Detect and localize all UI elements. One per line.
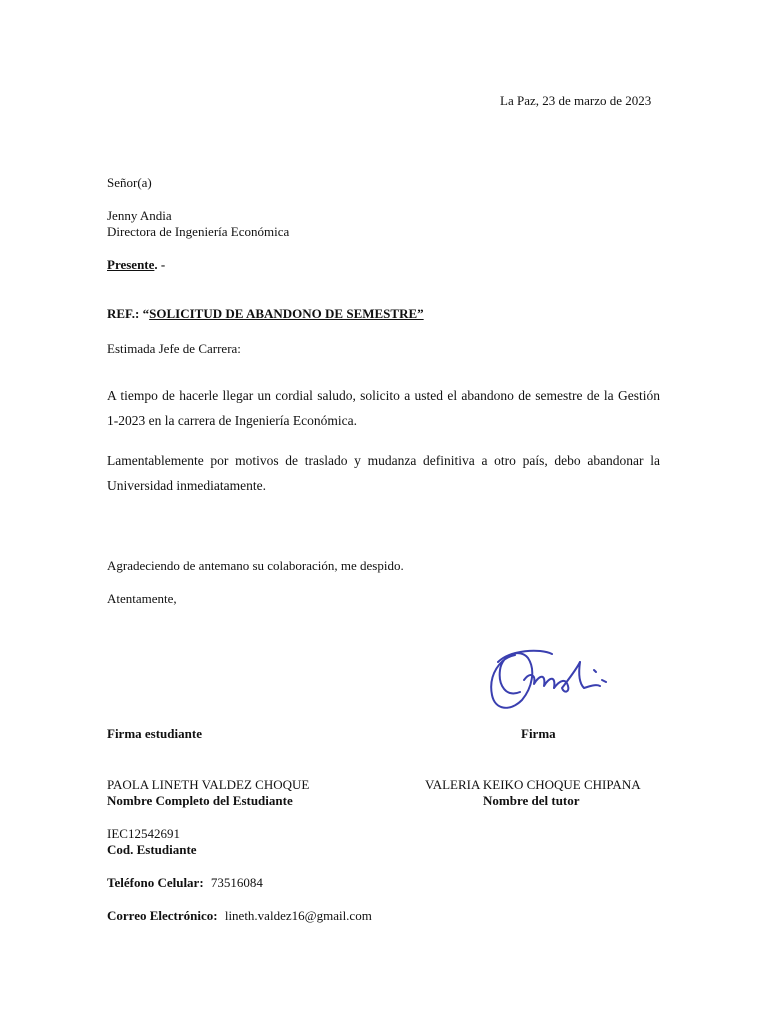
tutor-signature-image <box>480 640 610 720</box>
paragraph-2-line-1: Lamentablemente por motivos de traslado y mudanza definitiva a otro país, debo abandonar la <box>107 453 660 468</box>
paragraph-2 <box>107 448 660 498</box>
recipient-name: Jenny Andia <box>107 208 172 223</box>
phone-label: Teléfono Celular: <box>107 875 204 890</box>
email-address: lineth.valdez16@gmail.com <box>224 908 372 923</box>
student-code: IEC12542691 <box>107 826 180 841</box>
salutation-to: Señor(a) <box>107 175 152 190</box>
email-line <box>107 907 372 924</box>
presente-suffix: . - <box>154 257 166 272</box>
paragraph-1 <box>107 383 660 433</box>
paragraph-1-line-2: 1-2023 en la carrera de Ingeniería Económica. <box>107 413 357 428</box>
phone-number: 73516084 <box>210 875 263 890</box>
student-full-name: PAOLA LINETH VALDEZ CHOQUE <box>107 777 310 792</box>
tutor-signature-label: Firma <box>521 726 556 741</box>
closing-thanks: Agradeciendo de antemano su colaboración, me despido. <box>107 558 404 573</box>
student-code-label: Cod. Estudiante <box>107 842 197 857</box>
recipient-title: Directora de Ingeniería Económica <box>107 224 290 239</box>
tutor-name-label: Nombre del tutor <box>483 793 580 808</box>
reference-line <box>107 305 424 322</box>
presente-word: Presente <box>107 257 155 272</box>
ref-text: SOLICITUD DE ABANDONO DE SEMESTRE” <box>149 306 424 321</box>
greeting: Estimada Jefe de Carrera: <box>107 341 241 356</box>
email-label: Correo Electrónico: <box>107 908 218 923</box>
ref-label: REF.: “ <box>107 306 150 321</box>
place-date: La Paz, 23 de marzo de 2023 <box>500 93 652 108</box>
paragraph-2-line-2: Universidad inmediatamente. <box>107 478 266 493</box>
presente-line <box>107 256 165 273</box>
paragraph-1-line-1: A tiempo de hacerle llegar un cordial saludo, solicito a usted el abandono de semestre de la Gestión <box>107 388 660 403</box>
phone-line <box>107 874 263 891</box>
tutor-full-name: VALERIA KEIKO CHOQUE CHIPANA <box>425 777 641 792</box>
student-name-label: Nombre Completo del Estudiante <box>107 793 293 808</box>
student-signature-label: Firma estudiante <box>107 726 202 741</box>
closing-regards: Atentamente, <box>107 591 177 606</box>
